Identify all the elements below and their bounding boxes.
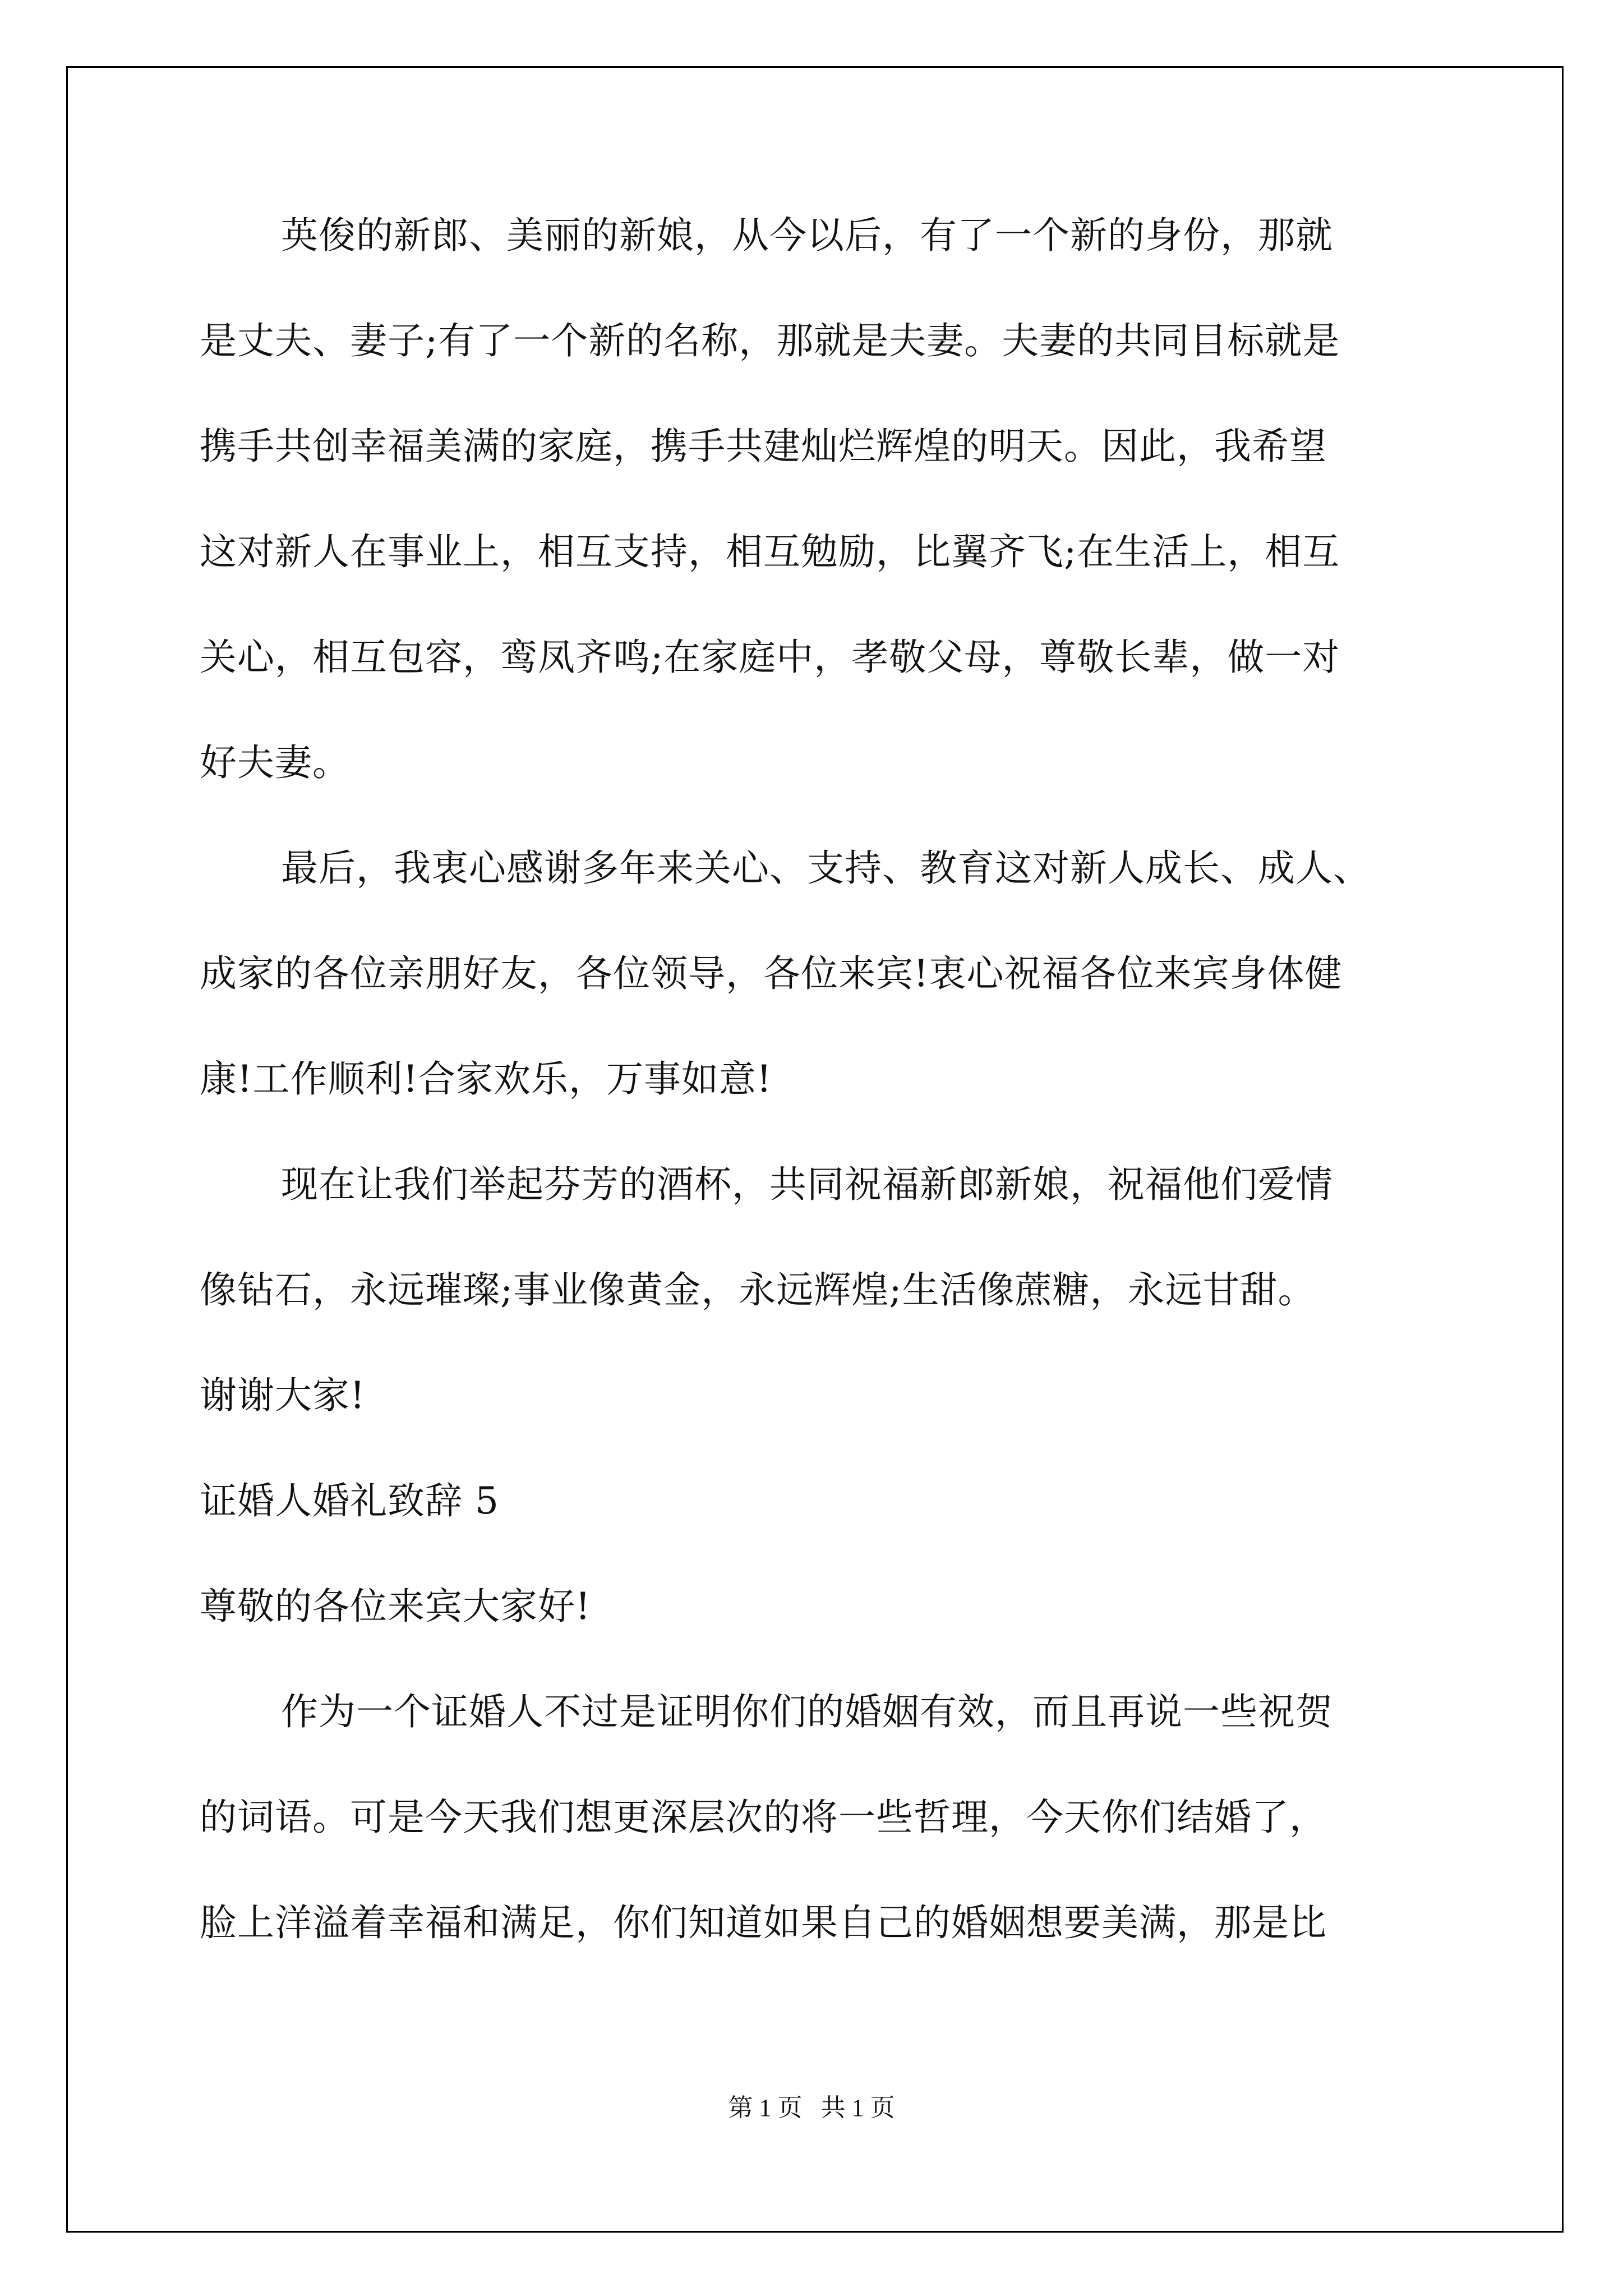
text-line: 成家的各位亲朋好友，各位领导，各位来宾!衷心祝福各位来宾身体健 — [200, 952, 1343, 995]
text-line: 好夫妻。 — [200, 741, 350, 784]
page-footer: 第 1 页 共 1 页 — [728, 2094, 895, 2122]
text-line: 现在让我们举起芬芳的酒杯，共同祝福新郎新娘，祝福他们爱情 — [281, 1163, 1333, 1206]
text-line: 这对新人在事业上，相互支持，相互勉励，比翼齐飞;在生活上，相互 — [200, 530, 1340, 573]
text-line: 谢谢大家! — [200, 1374, 366, 1417]
text-line: 像钻石，永远璀璨;事业像黄金，永远辉煌;生活像蔗糖，永远甘甜。 — [200, 1268, 1316, 1312]
text-line: 携手共创幸福美满的家庭，携手共建灿烂辉煌的明天。因此，我希望 — [200, 425, 1327, 468]
text-line: 是丈夫、妻子;有了一个新的名称，那就是夫妻。夫妻的共同目标就是 — [200, 319, 1340, 362]
text-line: 的词语。可是今天我们想更深层次的将一些哲理，今天你们结婚了， — [200, 1796, 1327, 1839]
greeting-line: 尊敬的各位来宾大家好! — [200, 1585, 591, 1628]
section-title: 证婚人婚礼致辞 5 — [200, 1479, 499, 1522]
text-line: 最后，我衷心感谢多年来关心、支持、教育这对新人成长、成人、 — [281, 846, 1371, 890]
text-line: 关心，相互包容，鸾凤齐鸣;在家庭中，孝敬父母，尊敬长辈，做一对 — [200, 636, 1340, 679]
text-line: 脸上洋溢着幸福和满足，你们知道如果自己的婚姻想要美满，那是比 — [200, 1901, 1327, 1944]
text-line: 英俊的新郎、美丽的新娘，从今以后，有了一个新的身份，那就 — [281, 214, 1333, 257]
text-line: 康!工作顺利!合家欢乐，万事如意! — [200, 1057, 772, 1101]
text-line: 作为一个证婚人不过是证明你们的婚姻有效，而且再说一些祝贺 — [281, 1690, 1333, 1733]
